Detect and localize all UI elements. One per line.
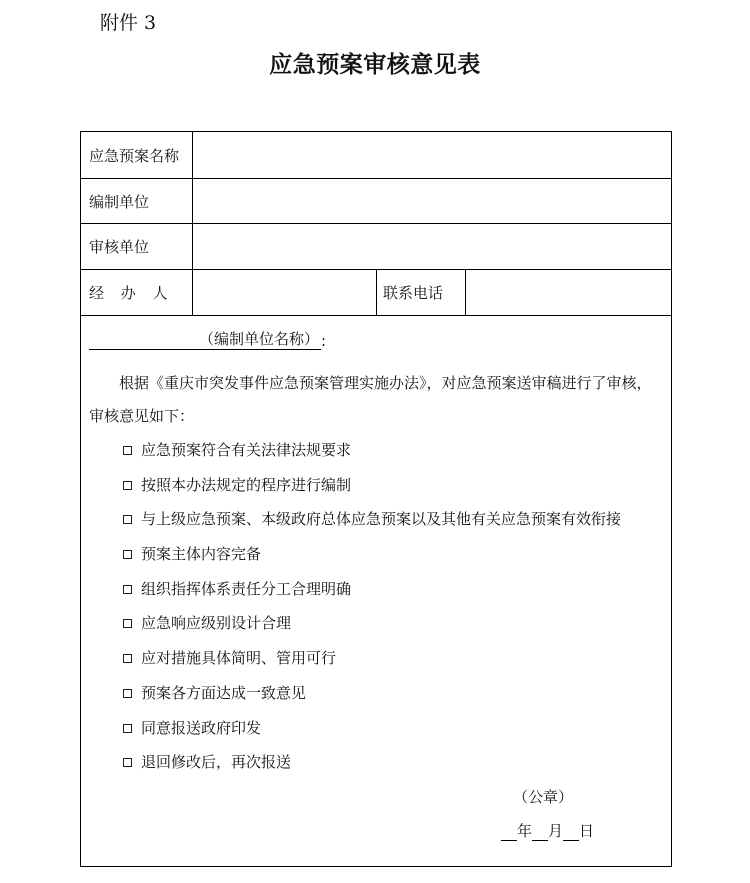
page-title: 应急预案审核意见表	[269, 52, 481, 78]
checklist-item	[123, 578, 621, 613]
day-label: 日	[579, 822, 595, 840]
checkbox[interactable]	[123, 585, 132, 594]
phone-field[interactable]	[473, 270, 671, 315]
plan-name-field[interactable]	[201, 132, 671, 178]
checklist-item-label: 预案各方面达成一致意见	[141, 683, 307, 702]
unit-name-placeholder: （编制单位名称）	[199, 330, 320, 348]
checklist-item	[123, 682, 621, 717]
checklist-item-label: 按照本办法规定的程序进行编制	[141, 475, 352, 494]
handler-label: 经 办 人	[89, 284, 174, 302]
checkbox[interactable]	[123, 515, 132, 524]
checklist-item	[123, 612, 621, 647]
month-label: 月	[548, 822, 564, 840]
checklist-item-label: 组织指挥体系责任分工合理明确	[141, 579, 352, 598]
checkbox[interactable]	[123, 654, 132, 663]
checklist-item	[123, 508, 621, 543]
checklist-item-label: 退回修改后，再次报送	[141, 753, 292, 772]
divider	[192, 179, 193, 223]
salutation-colon: :	[321, 332, 327, 350]
review-paragraph-line2: 审核意见如下：	[89, 407, 195, 425]
compiling-unit-label: 编制单位	[89, 192, 150, 211]
divider	[376, 270, 377, 315]
checkbox[interactable]	[123, 550, 132, 559]
checklist-item-label: 应急响应级别设计合理	[141, 614, 292, 633]
compiling-unit-field[interactable]	[201, 179, 671, 223]
salutation	[89, 328, 326, 350]
checkbox[interactable]	[123, 446, 132, 455]
checklist-item	[123, 543, 621, 578]
checklist-item	[123, 439, 621, 474]
row-handler	[81, 270, 671, 316]
review-paragraph-line1: 根据《重庆市突发事件应急预案管理实施办法》，对应急预案送审稿进行了审核，	[119, 374, 652, 392]
divider	[192, 132, 193, 178]
checkbox[interactable]	[123, 758, 132, 767]
checklist-item-label: 与上级应急预案、本级政府总体应急预案以及其他有关应急预案有效衔接	[141, 510, 622, 529]
checklist-item	[123, 474, 621, 509]
row-reviewing-unit	[81, 224, 671, 270]
date-line	[501, 820, 594, 841]
review-form-table	[80, 131, 672, 867]
checklist-item-label: 预案主体内容完备	[141, 545, 262, 564]
checkbox[interactable]	[123, 619, 132, 628]
checklist-item	[123, 717, 621, 752]
divider	[192, 270, 193, 315]
checkbox[interactable]	[123, 724, 132, 733]
checklist-item	[123, 751, 621, 786]
checkbox[interactable]	[123, 481, 132, 490]
reviewing-unit-label: 审核单位	[89, 238, 150, 256]
divider	[192, 224, 193, 269]
checklist-item-label: 应急预案符合有关法律法规要求	[141, 441, 352, 459]
review-checklist	[123, 439, 621, 786]
row-compiling-unit	[81, 179, 671, 224]
plan-name-label: 应急预案名称	[89, 146, 180, 165]
row-plan-name	[81, 132, 671, 179]
checklist-item-label: 同意报送政府印发	[141, 718, 262, 737]
reviewing-unit-field[interactable]	[201, 224, 671, 269]
official-seal-label: （公章）	[513, 788, 574, 806]
checklist-item-label: 应对措施具体简明、管用可行	[141, 649, 337, 668]
review-opinion-area	[81, 316, 671, 866]
handler-field[interactable]	[201, 270, 371, 315]
day-blank[interactable]	[563, 824, 579, 841]
month-blank[interactable]	[532, 824, 548, 841]
divider	[465, 270, 466, 315]
checkbox[interactable]	[123, 689, 132, 698]
year-label: 年	[517, 822, 533, 840]
checklist-item	[123, 647, 621, 682]
year-blank[interactable]	[501, 824, 517, 841]
phone-label: 联系电话	[383, 284, 444, 302]
attachment-label: 附件 3	[100, 12, 157, 34]
unit-name-blank[interactable]	[89, 331, 197, 350]
